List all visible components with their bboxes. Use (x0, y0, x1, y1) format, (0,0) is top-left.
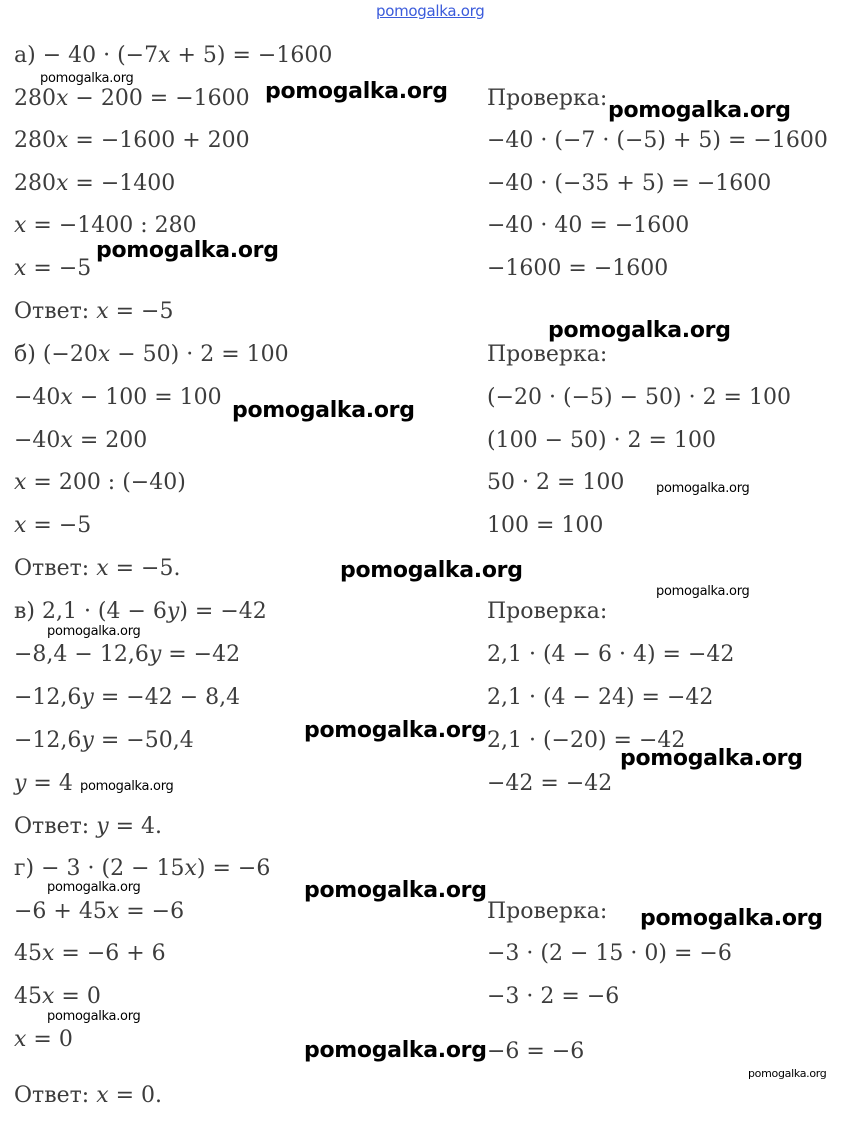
equation-line: б) (−20𝑥 − 50) · 2 = 100 (14, 342, 289, 367)
watermark: pomogalka.org (304, 718, 487, 743)
equation-line: а) − 40 · (−7𝑥 + 5) = −1600 (14, 43, 333, 68)
equation-line: 280𝑥 = −1400 (14, 171, 176, 196)
watermark: pomogalka.org (620, 746, 803, 771)
check-line: −3 · (2 − 15 · 0) = −6 (487, 941, 732, 966)
check-line: (−20 · (−5) − 50) · 2 = 100 (487, 385, 791, 410)
check-line: 100 = 100 (487, 513, 604, 538)
answer-line: Ответ: 𝑥 = 0. (14, 1083, 163, 1108)
check-line: −6 = −6 (487, 1039, 585, 1064)
check-heading: Проверка: (487, 86, 608, 111)
equation-line: 𝑦 = 4 (14, 771, 73, 796)
watermark: pomogalka.org (304, 878, 487, 903)
watermark: pomogalka.org (47, 624, 141, 639)
watermark: pomogalka.org (656, 584, 750, 599)
watermark: pomogalka.org (608, 98, 791, 123)
header-watermark: pomogalka.org (376, 2, 485, 20)
check-line: −40 · (−35 + 5) = −1600 (487, 171, 772, 196)
check-line: 2,1 · (4 − 6 · 4) = −42 (487, 642, 735, 667)
answer-line: Ответ: 𝑦 = 4. (14, 814, 163, 839)
equation-line: 280𝑥 − 200 = −1600 (14, 86, 250, 111)
equation-line: 𝑥 = −5 (14, 513, 92, 538)
check-line: −1600 = −1600 (487, 256, 669, 281)
check-line: −3 · 2 = −6 (487, 984, 620, 1009)
watermark: pomogalka.org (96, 238, 279, 263)
watermark: pomogalka.org (47, 1009, 141, 1024)
equation-line: 𝑥 = −1400 : 280 (14, 213, 197, 238)
check-line: 50 · 2 = 100 (487, 470, 625, 495)
equation-line: 45𝑥 = 0 (14, 984, 101, 1009)
equation-line: 280𝑥 = −1600 + 200 (14, 128, 250, 153)
equation-line: −12,6𝑦 = −50,4 (14, 728, 194, 753)
watermark: pomogalka.org (232, 398, 415, 423)
check-line: −42 = −42 (487, 771, 613, 796)
watermark: pomogalka.org (548, 318, 731, 343)
equation-line: г) − 3 · (2 − 15𝑥) = −6 (14, 856, 271, 881)
check-line: (100 − 50) · 2 = 100 (487, 428, 716, 453)
equation-line: −8,4 − 12,6𝑦 = −42 (14, 642, 241, 667)
equation-line: −40𝑥 = 200 (14, 428, 148, 453)
check-heading: Проверка: (487, 599, 608, 624)
equation-line: −12,6𝑦 = −42 − 8,4 (14, 685, 241, 710)
watermark: pomogalka.org (47, 880, 141, 895)
answer-line: Ответ: 𝑥 = −5 (14, 299, 174, 324)
watermark: pomogalka.org (304, 1038, 487, 1063)
check-heading: Проверка: (487, 899, 608, 924)
equation-line: 45𝑥 = −6 + 6 (14, 941, 166, 966)
watermark: pomogalka.org (340, 558, 523, 583)
equation-line: в) 2,1 · (4 − 6𝑦) = −42 (14, 599, 267, 624)
watermark: pomogalka.org (640, 906, 823, 931)
check-line: 2,1 · (−20) = −42 (487, 728, 686, 753)
answer-line: Ответ: 𝑥 = −5. (14, 556, 181, 581)
watermark: pomogalka.org (80, 779, 174, 794)
equation-line: −6 + 45𝑥 = −6 (14, 899, 185, 924)
check-line: 2,1 · (4 − 24) = −42 (487, 685, 714, 710)
watermark: pomogalka.org (748, 1067, 827, 1080)
watermark: pomogalka.org (656, 481, 750, 496)
equation-line: 𝑥 = 200 : (−40) (14, 470, 186, 495)
check-line: −40 · 40 = −1600 (487, 213, 690, 238)
equation-line: 𝑥 = −5 (14, 256, 92, 281)
check-line: −40 · (−7 · (−5) + 5) = −1600 (487, 128, 828, 153)
equation-line: −40𝑥 − 100 = 100 (14, 385, 222, 410)
check-heading: Проверка: (487, 342, 608, 367)
equation-line: 𝑥 = 0 (14, 1027, 73, 1052)
watermark: pomogalka.org (265, 79, 448, 104)
watermark: pomogalka.org (40, 71, 134, 86)
